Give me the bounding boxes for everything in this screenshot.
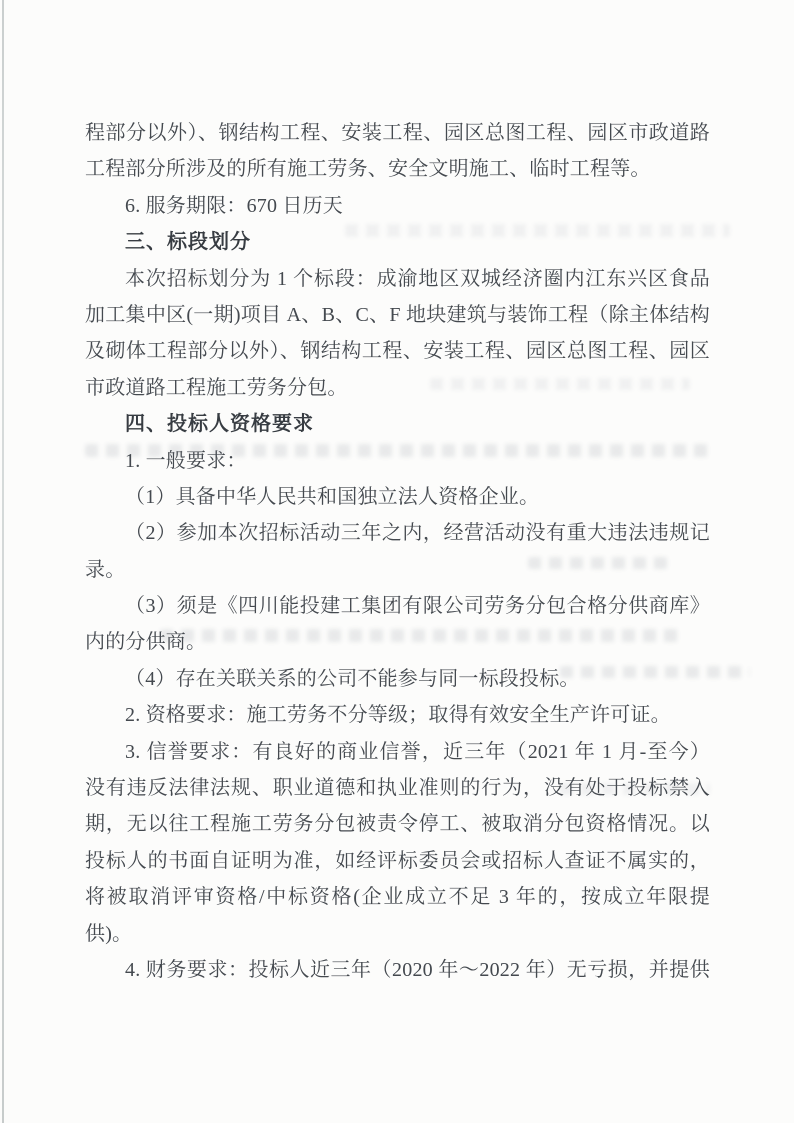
text-line: 加工集中区(一期)项目 A、B、C、F 地块建筑与装饰工程（除主体结构 — [85, 303, 710, 326]
text-line: 将被取消评审资格/中标资格(企业成立不足 3 年的，按成立年限提 — [85, 886, 710, 909]
text-line: （3）须是《四川能投建工集团有限公司劳务分包合格分供商库》 — [125, 595, 710, 618]
text-line: （1）具备中华人民共和国独立法人资格企业。 — [125, 485, 540, 508]
section-heading: 四、投标人资格要求 — [125, 413, 314, 436]
text-line: 供)。 — [85, 922, 133, 945]
text-line: 期，无以往工程施工劳务分包被责令停工、被取消分包资格情况。以 — [85, 813, 710, 836]
text-line: 2. 资格要求：施工劳务不分等级；取得有效安全生产许可证。 — [125, 704, 671, 727]
text-line: 4. 财务要求：投标人近三年（2020 年～2022 年）无亏损，并提供 — [125, 958, 710, 981]
text-line: 本次招标划分为 1 个标段：成渝地区双城经济圈内江东兴区食品 — [125, 267, 710, 290]
text-line: 1. 一般要求： — [125, 449, 247, 472]
text-line: 6. 服务期限：670 日历天 — [125, 194, 343, 217]
text-line: 工程部分所涉及的所有施工劳务、安全文明施工、临时工程等。 — [85, 158, 651, 181]
text-line: 没有违反法律法规、职业道德和执业准则的行为，没有处于投标禁入 — [85, 777, 710, 800]
text-line: 市政道路工程施工劳务分包。 — [85, 376, 348, 399]
scan-edge-line — [2, 0, 4, 1123]
text-line: 投标人的书面自证明为准，如经评标委员会或招标人查证不属实的， — [85, 849, 710, 872]
document-lines — [85, 115, 710, 988]
text-line: 及砌体工程部分以外）、钢结构工程、安装工程、园区总图工程、园区 — [85, 340, 710, 363]
text-line: 录。 — [85, 558, 126, 581]
text-line: 内的分供商。 — [85, 631, 207, 654]
text-line: 程部分以外）、钢结构工程、安装工程、园区总图工程、园区市政道路 — [85, 122, 710, 144]
text-line: （4）存在关联关系的公司不能参与同一标段投标。 — [125, 667, 580, 690]
section-heading: 三、标段划分 — [125, 231, 251, 254]
text-line: （2）参加本次招标活动三年之内，经营活动没有重大违法违规记 — [125, 522, 710, 545]
text-line: 3. 信誉要求：有良好的商业信誉，近三年（2021 年 1 月-至今） — [125, 740, 710, 763]
